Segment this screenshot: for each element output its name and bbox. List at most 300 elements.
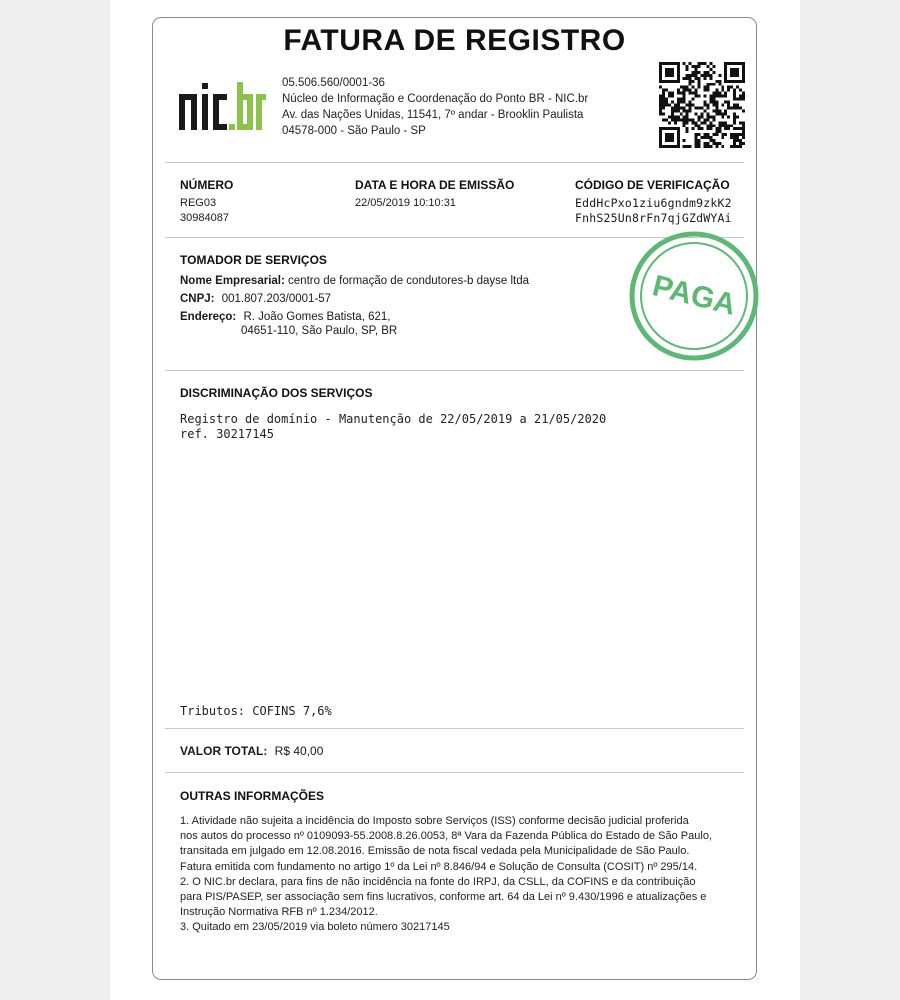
other-info-title: OUTRAS INFORMAÇÕES [180,789,324,803]
qr-module [677,115,680,118]
verification-code-label: CÓDIGO DE VERIFICAÇÃO [575,178,730,192]
qr-module [686,109,689,112]
qr-module [706,89,709,92]
qr-module [659,95,662,98]
qr-module [727,106,730,109]
qr-module [692,121,695,124]
issuer-info [282,75,588,139]
other-info-line: nos autos do processo nº 0109093-55.2008.8.26.0053, 8ª Vara da Fazenda Pública do Estado de São Paulo, [180,830,712,843]
qr-module [706,118,709,121]
qr-module [736,98,739,101]
qr-module [692,118,695,121]
verification-code-line2: FnhS25Un8rFn7qjGZdWYAi [575,211,732,225]
qr-module [736,133,739,136]
qr-module [695,89,698,92]
qr-module [730,86,733,89]
qr-module [706,145,709,148]
qr-module [721,133,724,136]
qr-module [724,109,727,112]
qr-module [683,121,686,124]
qr-module [712,65,715,68]
qr-module [689,145,692,148]
qr-module [703,77,706,80]
qr-module [671,92,674,95]
qr-module [698,77,701,80]
verification-code-block [575,178,732,226]
qr-module [662,95,665,98]
qr-module [698,142,701,145]
qr-module [701,106,704,109]
qr-module [698,80,701,83]
qr-module [724,124,727,127]
qr-module [698,115,701,118]
qr-module [662,101,665,104]
qr-module [689,77,692,80]
qr-module [665,89,668,92]
qr-module [712,142,715,145]
qr-module [703,133,706,136]
qr-module [662,92,665,95]
qr-module [677,89,680,92]
qr-module [680,101,683,104]
qr-module [671,101,674,104]
qr-module [718,112,721,115]
client-cnpj-value: 001.807.203/0001-57 [221,293,332,305]
qr-module [701,121,704,124]
qr-module [703,142,706,145]
other-info-text [180,814,750,936]
other-info-line: Instrução Normativa RFB nº 1.234/2012. [180,906,378,919]
qr-module [739,106,742,109]
qr-module [695,92,698,95]
qr-module [718,142,721,145]
qr-module [659,101,662,104]
qr-module [724,95,727,98]
qr-module [698,65,701,68]
qr-module [718,130,721,133]
qr-module [665,104,668,107]
qr-module [698,118,701,121]
qr-module [730,68,739,77]
qr-module [695,145,698,148]
other-info-line: transitada em julgado em 12.08.2016. Emissão de nota fiscal vedada pela Municipalidade de São Paulo. [180,845,690,858]
qr-module [742,121,745,124]
qr-module [709,68,712,71]
qr-module [712,118,715,121]
qr-module [686,68,689,71]
qr-module [695,95,698,98]
qr-module [724,121,727,124]
qr-module [718,92,721,95]
taxes-line: Tributos: COFINS 7,6% [180,704,332,718]
qr-module [701,136,704,139]
other-info-line: Fatura emitida com fundamento no artigo 1º da Lei nº 8.846/94 e Solução de Consulta (COSIT) nº 295/14. [180,860,698,873]
qr-module [742,109,745,112]
qr-module [718,80,721,83]
qr-module [721,136,724,139]
qr-module [683,109,686,112]
qr-module [683,86,686,89]
qr-module [686,104,689,107]
qr-module [689,80,692,83]
qr-module [703,101,706,104]
qr-module [709,139,712,142]
qr-module [718,121,721,124]
qr-module [715,92,718,95]
qr-module [668,121,671,124]
qr-module [683,62,686,65]
other-info-line: 3. Quitado em 23/05/2019 via boleto número 30217145 [180,921,450,934]
qr-module [703,71,706,74]
qr-module [683,98,686,101]
qr-module [712,139,715,142]
qr-module [709,127,712,130]
qr-module [718,124,721,127]
qr-module [695,124,698,127]
qr-module [739,142,742,145]
qr-module [701,62,704,65]
qr-module [686,118,689,121]
qr-module [742,124,745,127]
qr-module [659,104,662,107]
qr-module [706,65,709,68]
qr-module [680,112,683,115]
qr-module [730,136,733,139]
qr-module [739,89,742,92]
qr-module [742,133,745,136]
qr-module [706,127,709,130]
qr-module [736,139,739,142]
qr-module [709,62,712,65]
client-name-row [180,273,529,289]
qr-module [701,127,704,130]
qr-module [736,127,739,130]
qr-module [727,115,730,118]
qr-module [662,106,665,109]
qr-module [703,89,706,92]
qr-module [709,115,712,118]
qr-module [709,95,712,98]
paid-stamp [628,230,760,362]
qr-module [733,139,736,142]
qr-module [680,98,683,101]
qr-module [674,118,677,121]
qr-module [736,86,739,89]
qr-module [733,142,736,145]
qr-module [733,127,736,130]
qr-module [709,74,712,77]
qr-module [695,65,698,68]
qr-module [709,145,712,148]
qr-module [692,92,695,95]
qr-module [721,124,724,127]
qr-module [727,89,730,92]
qr-module [724,112,727,115]
qr-module [730,133,733,136]
issuer-address-line1: Av. das Nações Unidas, 11541, 7º andar - Brooklin Paulista [282,109,584,121]
qr-module [692,86,695,89]
qr-module [733,104,736,107]
qr-module [721,86,724,89]
qr-module [674,104,677,107]
qr-module [706,124,709,127]
qr-module [742,95,745,98]
qr-module [671,109,674,112]
client-section-title: TOMADOR DE SERVIÇOS [180,253,327,267]
qr-module [712,98,715,101]
qr-module [727,104,730,107]
qr-module [706,142,709,145]
qr-module [718,83,721,86]
qr-module [662,112,665,115]
qr-module [698,124,701,127]
qr-module [692,98,695,101]
client-address-label: Endereço: [180,311,237,323]
qr-module [715,142,718,145]
qr-module [706,115,709,118]
qr-module [706,104,709,107]
qr-module [715,95,718,98]
qr-module [689,74,692,77]
qr-module [739,98,742,101]
page-title: FATURA DE REGISTRO [283,24,626,57]
qr-module [674,121,677,124]
qr-module [683,145,686,148]
qr-module [698,86,701,89]
qr-module [709,98,712,101]
qr-module [662,98,665,101]
client-address-row-2 [241,323,397,339]
qr-module [683,124,686,127]
qr-module [665,118,668,121]
qr-module [686,89,689,92]
qr-module [715,104,718,107]
qr-module [712,104,715,107]
services-description [180,412,606,442]
qr-module [686,74,689,77]
qr-module [662,89,665,92]
qr-module [683,92,686,95]
qr-module [712,71,715,74]
logo-letters [179,82,266,130]
qr-module [695,74,698,77]
qr-module [709,83,712,86]
qr-module [692,74,695,77]
qr-module [659,109,662,112]
qr-module [665,133,674,142]
qr-module [730,106,733,109]
qr-module [709,124,712,127]
qr-module [671,95,674,98]
qr-module [715,106,718,109]
qr-module [715,109,718,112]
qr-module [724,133,727,136]
qr-module [733,121,736,124]
qr-module [668,104,671,107]
qr-module [712,133,715,136]
qr-module [715,101,718,104]
qr-module [733,98,736,101]
invoice-number-line1: REG03 [180,197,217,209]
qr-module [715,127,718,130]
qr-module [662,118,665,121]
qr-module [695,121,698,124]
qr-module [689,106,692,109]
qr-module [692,71,695,74]
issuer-address-line2: 04578-000 - São Paulo - SP [282,125,426,137]
qr-module [659,112,662,115]
qr-module [736,106,739,109]
qr-module [692,104,695,107]
qr-module [677,106,680,109]
qr-module [665,68,674,77]
qr-module [689,89,692,92]
qr-module [739,95,742,98]
qr-module [733,106,736,109]
qr-module [727,124,730,127]
qr-module [683,139,686,142]
qr-module [689,101,692,104]
qr-module [739,127,742,130]
qr-module [718,95,721,98]
qr-module [733,145,736,148]
qr-module [674,109,677,112]
qr-module [698,139,701,142]
qr-module [692,65,695,68]
qr-module [674,115,677,118]
qr-module [718,127,721,130]
qr-module [677,98,680,101]
qr-module [733,133,736,136]
qr-module [733,118,736,121]
issue-date-value: 22/05/2019 10:10:31 [355,197,456,209]
qr-module [680,92,683,95]
qr-module [739,133,742,136]
issuer-name: Núcleo de Informação e Coordenação do Ponto BR - NIC.br [282,93,589,105]
client-cnpj-label: CNPJ: [180,293,215,305]
qr-module [686,127,689,130]
qr-module [698,62,701,65]
qr-module [680,106,683,109]
qr-module [712,115,715,118]
qr-module [733,112,736,115]
qr-module [677,104,680,107]
qr-module [686,65,689,68]
qr-module [668,115,671,118]
paid-stamp-text: PAGA [649,269,740,322]
qr-module [712,101,715,104]
qr-module [698,133,701,136]
qr-module [739,145,742,148]
qr-module [659,98,662,101]
qr-module [698,106,701,109]
qr-module [742,142,745,145]
qr-module [736,136,739,139]
total-label: VALOR TOTAL: [180,744,268,758]
qr-module [703,62,706,65]
qr-module [730,124,733,127]
qr-module [712,95,715,98]
services-line1: Registro de domínio - Manutenção de 22/05/2019 a 21/05/2020 [180,412,607,426]
qr-module [689,92,692,95]
qr-module [686,130,689,133]
qr-module [689,104,692,107]
total-value: R$ 40,00 [274,744,324,758]
qr-module [668,92,671,95]
qr-module [677,118,680,121]
client-address-line1: R. João Gomes Batista, 621, [243,311,391,323]
qr-module [692,80,695,83]
qr-module [733,95,736,98]
qr-module [689,62,692,65]
invoice-number-label: NÚMERO [180,178,234,192]
qr-module [701,112,704,115]
qr-module [677,109,680,112]
qr-module [659,86,662,89]
qr-module [683,106,686,109]
invoice-document [152,17,757,980]
qr-module [695,139,698,142]
qr-module [709,101,712,104]
qr-module [706,136,709,139]
qr-module [742,127,745,130]
qr-module [715,80,718,83]
qr-module [689,118,692,121]
qr-module [686,121,689,124]
qr-module [698,83,701,86]
qr-module [677,101,680,104]
qr-module [715,112,718,115]
qr-module [721,145,724,148]
qr-module [668,95,671,98]
qr-module [727,101,730,104]
client-address-line2: 04651-110, São Paulo, SP, BR [241,325,398,337]
qr-module [698,145,701,148]
qr-module [727,127,730,130]
divider [165,728,744,729]
qr-module [695,142,698,145]
qr-module [703,104,706,107]
qr-module [701,115,704,118]
invoice-number-block [180,178,233,226]
qr-module [715,145,718,148]
qr-module [736,145,739,148]
qr-module [721,95,724,98]
qr-module [718,109,721,112]
qr-module [742,92,745,95]
qr-module [671,115,674,118]
qr-module [742,136,745,139]
qr-module [698,127,701,130]
verification-code-line1: EddHcPxo1ziu6gndm9zkK2 [575,196,732,210]
qr-module [733,89,736,92]
qr-module [727,86,730,89]
issue-date-block [355,178,514,211]
qr-module [721,89,724,92]
qr-code [659,62,745,148]
qr-module [724,101,727,104]
qr-module [683,101,686,104]
qr-module [671,112,674,115]
services-section-title: DISCRIMINAÇÃO DOS SERVIÇOS [180,386,373,400]
qr-module [712,92,715,95]
qr-module [659,106,662,109]
qr-module [706,86,709,89]
qr-module [706,133,709,136]
qr-module [706,83,709,86]
qr-module [701,74,704,77]
qr-module [724,127,727,130]
